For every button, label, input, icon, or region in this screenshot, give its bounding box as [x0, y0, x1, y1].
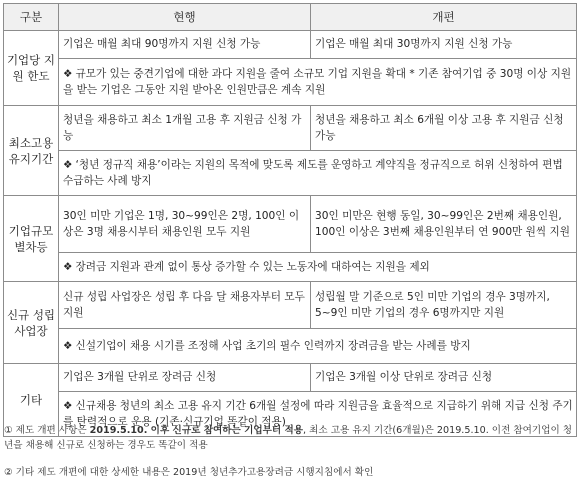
bullet-icon: ❖ — [63, 399, 73, 412]
category-limit: 기업당 지원 한도 — [4, 31, 59, 106]
new-company-reformed: 성립월 말 기준으로 5인 미만 기업의 경우 3명까지, 5~9인 미만 기업의 경우 6명까지만 지원 — [311, 282, 577, 329]
header-category: 구분 — [4, 4, 59, 31]
header-reformed: 개편 — [311, 4, 577, 31]
category-etc: 기타 — [4, 364, 59, 437]
row-min-employment-note — [4, 151, 577, 196]
size-current: 30인 미만 기업은 1명, 30~99인은 2명, 100인 이상은 3명 채용시부터 채용인원 모두 지원 — [59, 196, 311, 253]
header-current: 현행 — [59, 4, 311, 31]
size-note: 장려금 지원과 관계 없이 통상 증가할 수 있는 노동자에 대하여는 지원을 제외 — [75, 260, 430, 273]
size-note-cell — [59, 253, 577, 282]
category-size: 기업규모 별차등 — [4, 196, 59, 282]
new-company-current: 신규 성립 사업장은 성립 후 다음 달 채용자부터 모두 지원 — [59, 282, 311, 329]
row-limit — [4, 31, 577, 59]
row-limit-note — [4, 59, 577, 106]
limit-note-cell — [59, 59, 577, 106]
etc-reformed: 기업은 3개월 이상 단위로 장려금 신청 — [311, 364, 577, 392]
bullet-icon: ❖ — [63, 339, 73, 352]
footnote-1 — [4, 424, 576, 453]
limit-current: 기업은 매월 최대 90명까지 지원 신청 가능 — [59, 31, 311, 59]
footnote-1-suffix: , 최소 고용 유지 기간(6개월)은 2019.5.10. 이전 참여기업이 청년을 채용해 신규로 신청하는 경우도 똑같이 적용 — [4, 425, 573, 451]
footnote-1-bold: 2019.5.10. 이후 신규로 참여하는 기업부터 적용 — [89, 425, 304, 436]
etc-current: 기업은 3개월 단위로 장려금 신청 — [59, 364, 311, 392]
header-row — [4, 4, 577, 31]
new-company-note: 신설기업이 채용 시기를 조정해 사업 초기의 필수 인력까지 장려금을 받는 사례를 방지 — [75, 339, 471, 352]
min-employment-current: 청년을 채용하고 최소 1개월 고용 후 지원금 신청 가능 — [59, 106, 311, 151]
row-new-company-note — [4, 329, 577, 364]
min-employment-reformed: 청년을 채용하고 최소 6개월 이상 고용 후 지원금 신청 가능 — [311, 106, 577, 151]
footnote-1-prefix: ① 제도 개편 사항은 — [4, 425, 90, 436]
row-size-note — [4, 253, 577, 282]
new-company-note-cell — [59, 329, 577, 364]
row-etc — [4, 364, 577, 392]
bullet-icon: ❖ — [63, 67, 73, 80]
row-size — [4, 196, 577, 253]
limit-note: 규모가 있는 중견기업에 대한 과다 지원을 줄여 소규모 기업 지원을 확대 * 기존 참여기업 중 30명 이상 지원을 받는 기업은 그동안 지원 받아온 인원만큼은 계속 지원 — [63, 67, 572, 96]
row-new-company — [4, 282, 577, 329]
min-employment-note-cell — [59, 151, 577, 196]
bullet-icon: ❖ — [63, 260, 73, 273]
comparison-table — [3, 3, 577, 437]
row-min-employment — [4, 106, 577, 151]
limit-reformed: 기업은 매월 최대 30명까지 지원 신청 가능 — [311, 31, 577, 59]
bullet-icon: ❖ — [63, 158, 73, 171]
size-reformed: 30인 미만은 현행 동일, 30~99인은 2번째 채용인원, 100인 이상은 3번째 채용인원부터 연 900만 원씩 지원 — [311, 196, 577, 253]
footnote-2: ② 기타 제도 개편에 대한 상세한 내용은 2019년 청년추가고용장려금 시행지침에서 확인 — [4, 467, 374, 478]
category-new-company: 신규 성립 사업장 — [4, 282, 59, 364]
category-min-employment: 최소고용 유지기간 — [4, 106, 59, 196]
etc-note: 신규채용 청년의 최소 고용 유지 기간 6개월 설정에 따라 지원금을 효율적으로 지급하기 위해 지급 신청 주기를 탄력적으로 운용 (기존·신규기업 똑같이 적용) — [63, 399, 573, 428]
min-employment-note: ‘청년 정규직 채용’이라는 지원의 목적에 맞도록 제도를 운영하고 계약직을 정규직으로 허위 신청하여 편법 수급하는 사례 방지 — [63, 158, 563, 187]
